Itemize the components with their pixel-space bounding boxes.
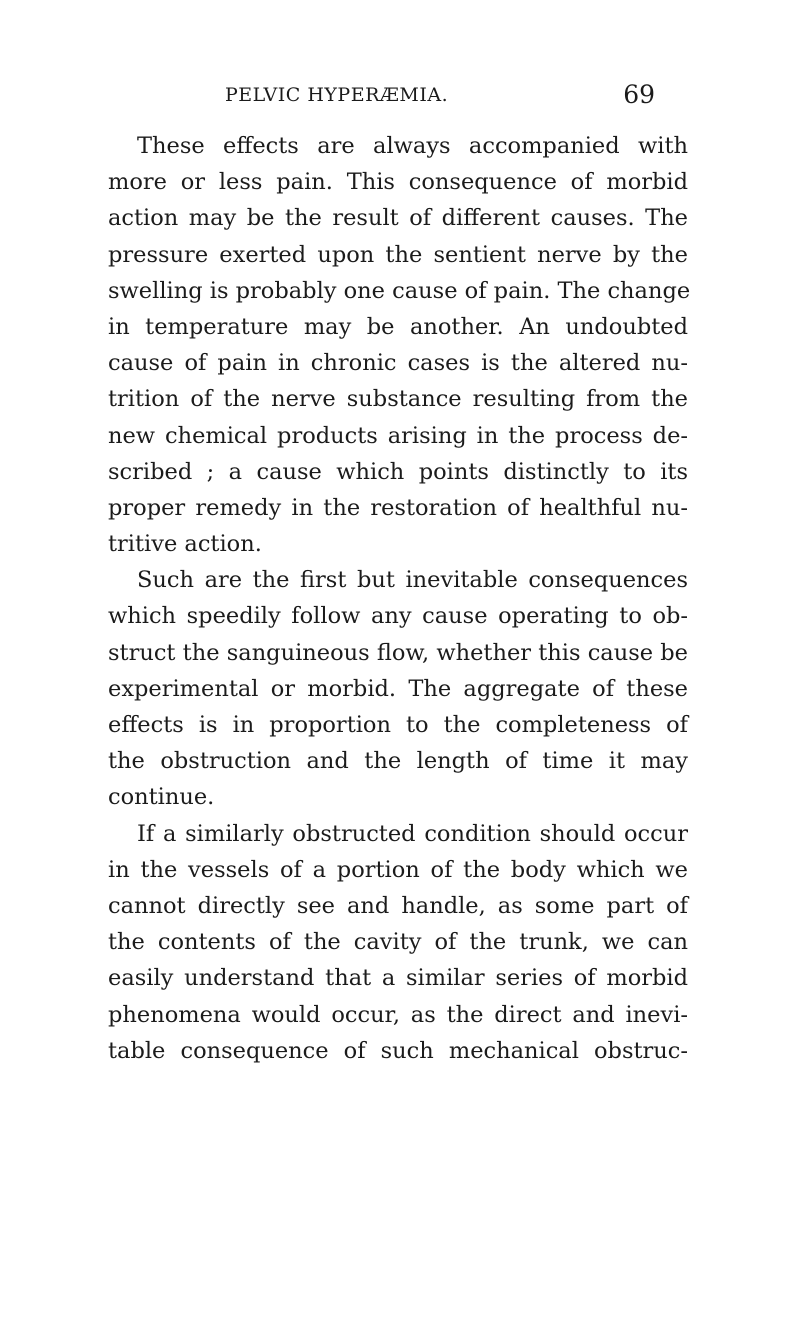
- text-line: cannot directly see and handle, as some part of: [108, 892, 688, 919]
- text-line: tritive action.: [108, 531, 262, 558]
- text-line: swelling is probably one cause of pain. The change: [108, 277, 691, 304]
- text-line: scribed ; a cause which points distinctly to its: [108, 458, 688, 485]
- running-head: [225, 80, 655, 112]
- text-line: Such are the first but inevitable consequences: [137, 567, 688, 594]
- text-line: action may be the result of different causes. The: [108, 205, 688, 232]
- text-line: phenomena would occur, as the direct and inevi-: [108, 1001, 688, 1028]
- body-text: [108, 128, 691, 1069]
- text-line: the contents of the cavity of the trunk, we can: [108, 929, 688, 956]
- page-number: 69: [623, 80, 655, 109]
- text-line: effects is in proportion to the completeness of: [108, 712, 688, 738]
- text-line: easily understand that a similar series of morbid: [108, 965, 688, 992]
- text-line: If a similarly obstructed condition should occur: [137, 820, 688, 847]
- text-line: which speedily follow any cause operating to ob-: [108, 603, 688, 630]
- running-head-title: PELVIC HYPERÆMIA.: [225, 84, 449, 106]
- text-line: pressure exerted upon the sentient nerve by the: [108, 241, 688, 268]
- text-line: continue.: [108, 784, 215, 811]
- text-line: in the vessels of a portion of the body which we: [108, 856, 688, 883]
- text-line: experimental or morbid. The aggregate of these: [108, 675, 688, 702]
- text-line: the obstruction and the length of time it may: [108, 748, 688, 775]
- text-line: cause of pain in chronic cases is the altered nu-: [108, 350, 688, 377]
- text-line: table consequence of such mechanical obstruc-: [108, 1037, 688, 1064]
- text-line: new chemical products arising in the process de-: [108, 422, 688, 449]
- text-line: more or less pain. This consequence of morbid: [108, 169, 688, 196]
- text-line: trition of the nerve substance resulting from the: [108, 386, 688, 413]
- text-line: proper remedy in the restoration of healthful nu-: [108, 494, 688, 521]
- text-line: in temperature may be another. An undoubted: [108, 313, 688, 340]
- text-line: These effects are always accompanied with: [137, 133, 688, 159]
- text-line: struct the sanguineous flow, whether this cause be: [108, 639, 688, 666]
